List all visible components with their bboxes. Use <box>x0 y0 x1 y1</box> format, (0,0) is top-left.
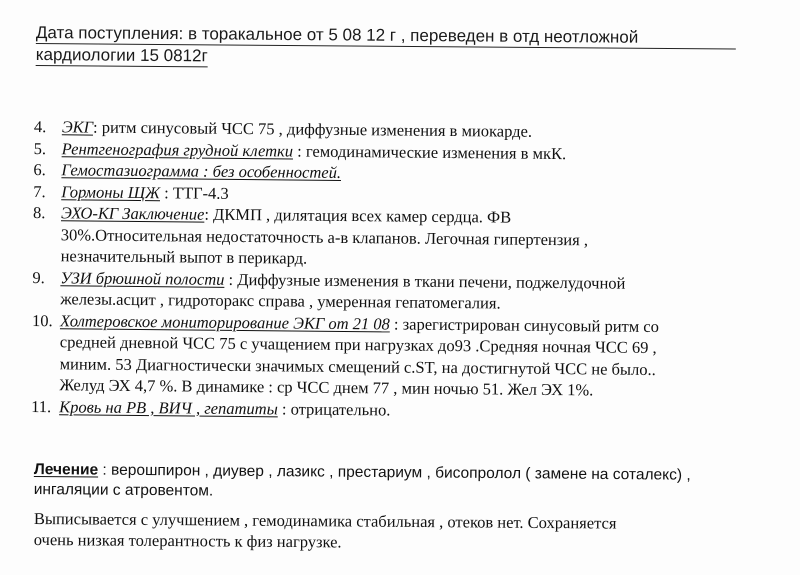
item-number: 5. <box>33 138 47 158</box>
item-text: : ТТГ-4.3 <box>159 182 229 203</box>
admission-header <box>36 22 736 71</box>
list-item-abdominal-ultrasound <box>32 266 772 316</box>
item-title: УЗИ брюшной полости <box>60 267 225 289</box>
item-text: : ритм синусовый ЧСС 75 , диффузные изменения в миокарде. <box>92 117 533 141</box>
treatment-text: ингаляции с атровентом. <box>33 480 214 500</box>
item-text: 30%.Относительная недостаточность а-в клапанов. Легочная гипертензия , <box>60 224 589 249</box>
treatment-section <box>34 460 774 506</box>
item-number: 4. <box>33 116 47 137</box>
item-text: : Диффузные изменения в ткани печени, поджелудочной <box>224 269 626 293</box>
item-title: Холтеровское мониторирование ЭКГ от 21 08 <box>59 310 390 333</box>
treatment-text: : верошпирон , диувер , лазикс , престариум , бисопролол ( замене на соталекс) , <box>98 461 691 484</box>
list-item-holter <box>31 309 772 402</box>
item-number: 11. <box>31 396 52 416</box>
item-title: ЭКГ <box>61 117 94 137</box>
item-title: Гемостазиограмма : без особенностей. <box>61 160 342 182</box>
item-text: миним. 53 Диагностически значимых смещений с.ST, на достигнутой ЧСС не было.. <box>59 353 656 379</box>
item-title: Рентгенография грудной клетки <box>61 138 294 160</box>
item-title: Гормоны ЩЖ <box>61 181 161 202</box>
item-text: Желуд ЭХ 4,7 %. В динамике : ср ЧСС днем 77 , мин ночью 51. Жел ЭХ 1%. <box>59 375 594 400</box>
item-text: : гемодинамические изменения в мкК. <box>292 140 567 163</box>
list-item-echocardiography <box>33 202 774 274</box>
header-line-1: Дата поступления: в торакальное от 5 08 12 г , переведен в отд неотложной <box>36 22 736 49</box>
header-line-2: кардиологии 15 0812г <box>35 44 208 66</box>
discharge-text: очень низкая толерантность к физ нагрузке. <box>33 529 342 552</box>
item-text: : отрицательно. <box>277 398 391 419</box>
discharge-text: Выписывается с улучшением , гемодинамика стабильная , отеков нет. Сохраняется <box>33 508 617 533</box>
item-title: ЭХО-КГ Заключение <box>60 203 205 224</box>
item-number: 8. <box>32 202 46 223</box>
discharge-section <box>34 508 774 556</box>
item-number: 6. <box>33 159 46 180</box>
item-text: средней дневной ЧСС 75 с учащением при нагрузках до93 .Средняя ночная ЧСС 69 , <box>59 332 657 357</box>
item-number: 9. <box>32 267 45 287</box>
item-text: : ДКМП , дилятация всех камер сердца. ФВ <box>204 204 512 227</box>
item-text: : зарегистрирован синусовый ритм со <box>389 313 660 336</box>
item-text: незначительный выпот в перикард. <box>60 246 308 268</box>
treatment-heading: Лечение <box>33 460 99 479</box>
item-text: железы.асцит , гидроторакс справа , умеренная гепатомегалия. <box>60 289 501 313</box>
item-number: 10. <box>31 310 53 330</box>
findings-list <box>31 116 774 424</box>
item-title: Кровь на РВ , ВИЧ , гепатиты <box>59 396 278 418</box>
item-number: 7. <box>33 181 46 201</box>
